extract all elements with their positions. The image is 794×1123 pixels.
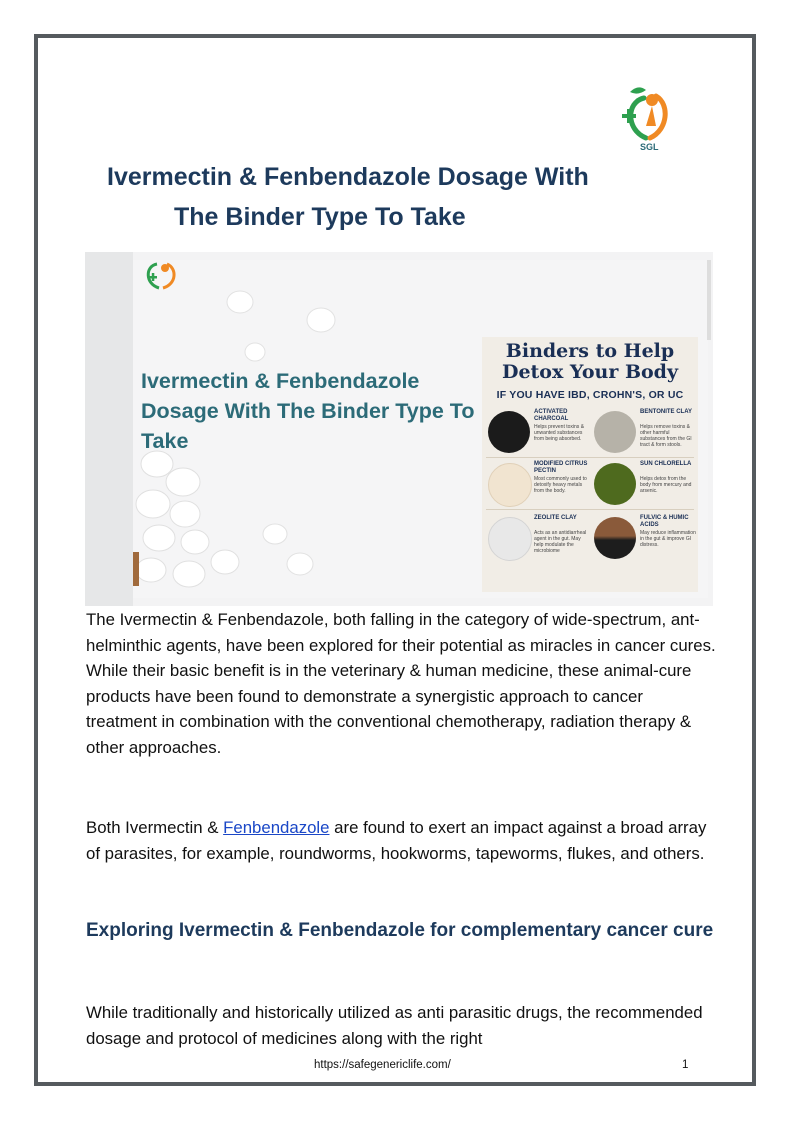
- footer-url: https://safegenericlife.com/: [314, 1059, 451, 1071]
- item-desc: Most commonly used to detoxify heavy metals from the body.: [534, 476, 587, 494]
- item-desc: Helps remove toxins & other harmful substances from the GI tract & form stools.: [640, 424, 692, 448]
- infographic-heading: Binders to Help Detox Your Body: [501, 340, 679, 383]
- paragraph-dosage: While traditionally and historically utilized as anti parasitic drugs, the recommended dosage and protocol of medicines along with the right: [86, 1003, 703, 1048]
- infographic-divider: [486, 457, 694, 458]
- infographic-item-zeolite-clay: [486, 515, 590, 563]
- fulvic-image: [594, 517, 636, 559]
- paragraph-intro: The Ivermectin & Fenbendazole, both falling in the category of wide-spectrum, ant-helminthic agents, have been explored for their potential as miracles in cancer cures. While their basic benefit is in the veterinary & human medicine, these animal-cure products have been found to demonstrate a synergistic approach to cancer treatment in combination with the conventional chemotherapy, radiation therapy & other approaches.: [86, 610, 716, 757]
- item-name: ZEOLITE CLAY: [534, 515, 577, 521]
- item-desc: May reduce inflammation in the gut & improve GI distress.: [640, 530, 696, 548]
- bentonite-image: [594, 411, 636, 453]
- item-name: MODIFIED CITRUS PECTIN: [534, 461, 588, 474]
- binders-infographic: [482, 337, 698, 592]
- sgl-logo-text: SGL: [640, 142, 659, 152]
- title-line-1: Ivermectin & Fenbendazole Dosage With: [107, 163, 589, 191]
- hero-banner-image: [85, 252, 713, 606]
- infographic-subheading: IF YOU HAVE IBD, CROHN'S, OR UC: [496, 389, 684, 401]
- fenbendazole-link[interactable]: Fenbendazole: [223, 818, 330, 837]
- infographic-item-activated-charcoal: [486, 409, 590, 457]
- item-desc: Acts as an antidiarrheal agent in the gut. May help modulate the microbiome: [534, 530, 587, 554]
- sgl-logo: [616, 80, 678, 152]
- title-line-2: The Binder Type To Take: [174, 203, 466, 231]
- banner-title: Ivermectin & Fenbendazole Dosage With The Binder Type To Take: [141, 369, 475, 453]
- section-heading: Exploring Ivermectin & Fenbendazole for complementary cancer cure: [86, 920, 714, 941]
- infographic-item-citrus-pectin: [486, 461, 590, 509]
- item-name: BENTONITE CLAY: [640, 409, 693, 415]
- item-desc: Helps prevent toxins & unwanted substances from being absorbed.: [534, 424, 585, 442]
- item-name: SUN CHLORELLA: [640, 461, 692, 467]
- item-desc: Helps detox from the body from mercury and arsenic.: [640, 476, 692, 494]
- infographic-divider: [486, 509, 694, 510]
- pectin-image: [488, 463, 532, 507]
- paragraph-text: Both Ivermectin &: [86, 818, 224, 837]
- paragraph-text: are found to exert an impact against a broad array of parasites, for example, roundworms, hookworms, tapeworms, flukes, and others.: [86, 818, 707, 863]
- page-number: 1: [682, 1059, 689, 1071]
- paragraph-parasites: [86, 815, 716, 866]
- infographic-item-bentonite-clay: [592, 409, 696, 457]
- item-name: FULVIC & HUMIC ACIDS: [640, 515, 689, 528]
- infographic-item-fulvic-humic: [592, 515, 696, 563]
- item-name: ACTIVATED CHARCOAL: [534, 409, 569, 422]
- chlorella-image: [594, 463, 636, 505]
- infographic-item-sun-chlorella: [592, 461, 696, 509]
- zeolite-image: [488, 517, 532, 561]
- charcoal-image: [488, 411, 530, 453]
